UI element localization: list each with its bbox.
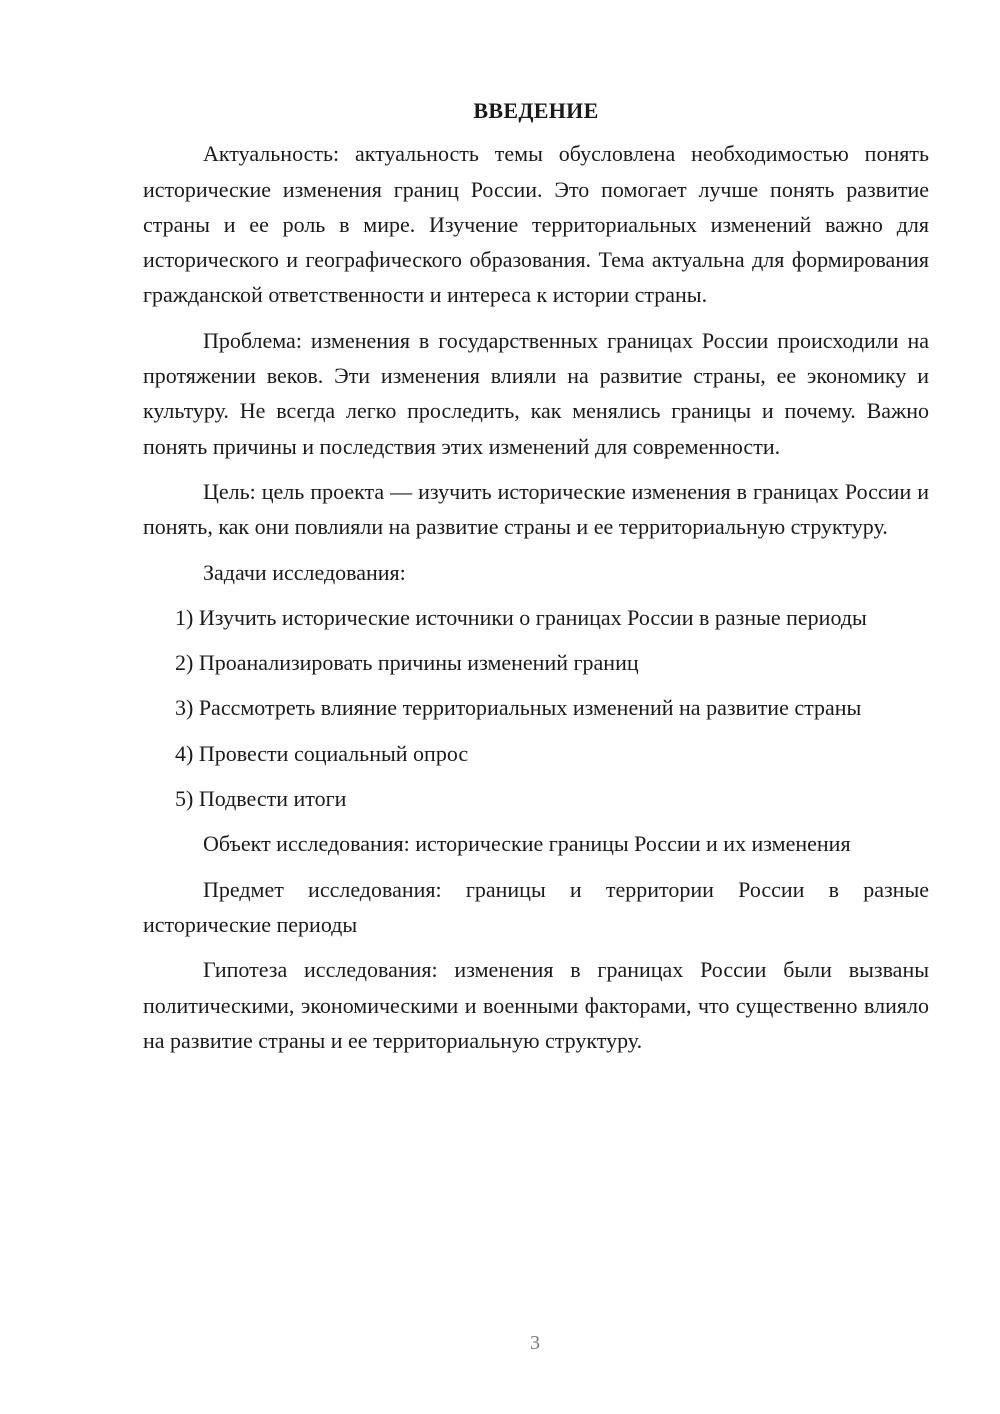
paragraph-problem: Проблема: изменения в государственных границах России происходили на протяжении веков. Эти изменения влияли на развитие страны, ее экономику и культуру. Не всегда легко проследить, как менялись границы и почему. Важно понять причины и последствия этих изменений для современности. [143, 327, 929, 459]
section-title: ВВЕДЕНИЕ [473, 98, 599, 123]
page-content [143, 93, 929, 1068]
paragraph-hypothesis: Гипотеза исследования: изменения в границах России были вызваны политическими, экономическими и военными факторами, что существенно влияло на развитие страны и ее территориальную структуру. [143, 957, 929, 1053]
task-item-1: 1) Изучить исторические источники о границах России в разные периоды [175, 604, 867, 630]
task-item-5: 5) Подвести итоги [175, 786, 347, 812]
paragraph-relevance: Актуальность: актуальность темы обусловлена необходимостью понять исторические изменения границ России. Это помогает лучше понять развитие страны и ее роль в мире. Изучение территориальных изменений важно для исторического и географического образования. Тема актуальна для формирования гражданской ответственности и интереса к истории страны. [143, 141, 929, 308]
page-number: 3 [530, 1332, 540, 1354]
paragraph-object: Объект исследования: исторические границы России и их изменения [203, 831, 851, 857]
paragraph-goal: Цель: цель проекта — изучить исторические изменения в границах России и понять, как они повлияли на развитие страны и ее территориальную структуру. [143, 478, 929, 540]
task-item-2: 2) Проанализировать причины изменений границ [175, 650, 639, 676]
paragraph-subject: Предмет исследования: границы и территории России в разные исторические периоды [143, 876, 929, 937]
task-item-3: 3) Рассмотреть влияние территориальных изменений на развитие страны [175, 695, 862, 721]
task-item-4: 4) Провести социальный опрос [175, 740, 469, 766]
paragraph-tasks-heading: Задачи исследования: [203, 559, 406, 585]
